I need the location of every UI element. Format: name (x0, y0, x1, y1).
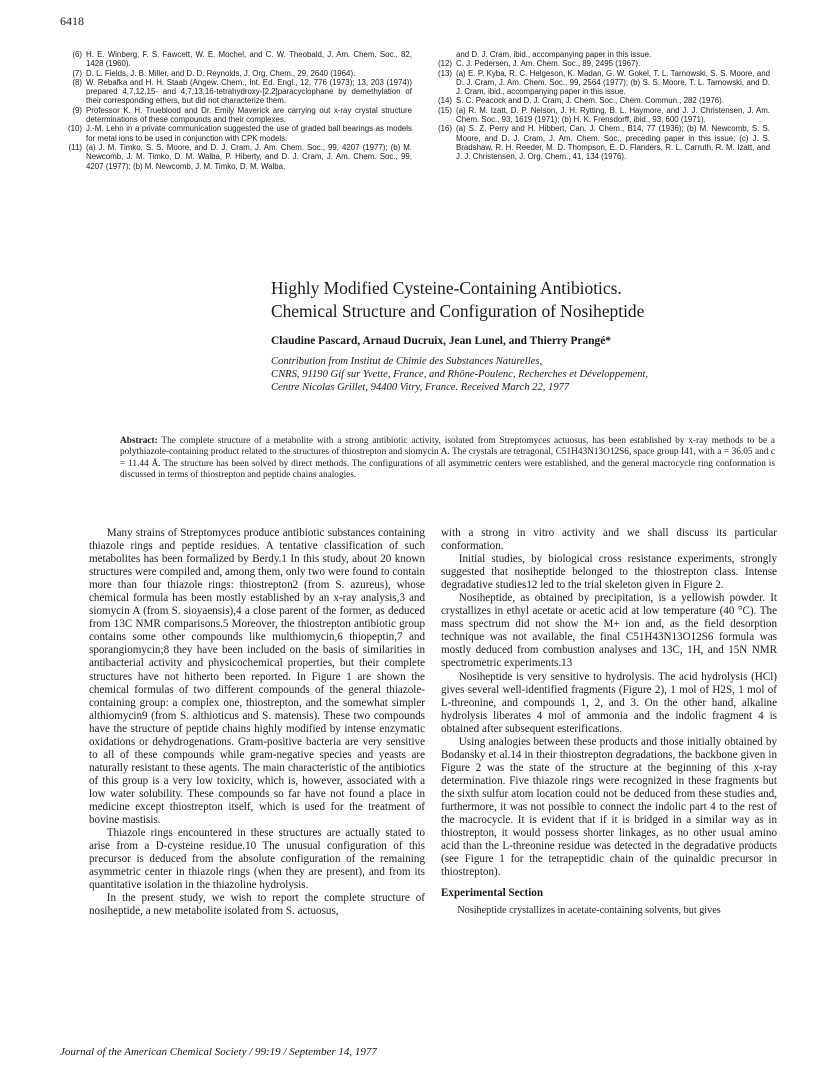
reference-number: (10) (67, 124, 82, 134)
title-line: Chemical Structure and Configuration of Nosiheptide (271, 301, 645, 321)
body-paragraph: In the present study, we wish to report the complete structure of nosiheptide, a new metabolite isolated from S. actuosus, (89, 892, 425, 918)
reference-item (430, 96, 770, 105)
reference-text: D. L. Fields, J. B. Miller, and D. D. Reynolds, J. Org. Chem., 29, 2640 (1964). (86, 68, 356, 78)
body-column-left (89, 527, 425, 918)
reference-number: (7) (72, 68, 82, 78)
reference-item (430, 106, 770, 125)
body-paragraph: Nosiheptide is very sensitive to hydrolysis. The acid hydrolysis (HCl) gives several well-identified fragments (Figure 2), 1 mol of H2S, 1 mol of L-threonine, and compounds 1, 2, and 3. On the other hand, alkaline hydrolysis liberates 4 mol of ammonia and the indolic fragment 4 is obtained after subsequent esterifications. (441, 670, 777, 735)
reference-item (430, 59, 770, 68)
reference-text: Professor K. H. Trueblood and Dr. Emily Maverick are carrying out x-ray crystal structure determinations of these compounds and their complexes. (86, 105, 412, 125)
article-title (271, 277, 791, 323)
abstract (120, 436, 775, 482)
body-paragraph: Initial studies, by biological cross resistance experiments, strongly suggested that nosiheptide belonged to the thiostrepton class. Intense degradative studies12 led to the trial skeleton given in Figure 2. (441, 553, 777, 592)
body-paragraph: Nosiheptide crystallizes in acetate-containing solvents, but gives (457, 905, 721, 917)
title-line: Highly Modified Cysteine-Containing Antibiotics. (271, 278, 622, 298)
affiliation (271, 355, 791, 395)
reference-number (430, 50, 456, 59)
reference-text: H. E. Winberg, F. S. Fawcett, W. E. Mochel, and C. W. Theobald, J. Am. Chem. Soc., 82, 1428 (1960). (86, 50, 412, 69)
reference-item (430, 124, 770, 161)
reference-text: (a) E. P. Kyba, R. C. Helgeson, K. Madan, G. W. Gokel, T. L. Tarnowski, S. S. Moore, and D. J. Cram, J. Am. Chem. Soc., 99, 2564 (1977); (b) S. S. Moore, T. L. Tarnowski, and D. J. Cram, ibid., accompanying paper in this issue. (456, 68, 770, 97)
reference-item (60, 106, 412, 125)
reference-text: (a) J. M. Timko, S. S. Moore, and D. J. Cram, J. Am. Chem. Soc., 99, 4207 (1977); (b) M. Newcomb, J. M. Timko, D. M. Walba, P. Hiberty, and D. J. Cram, J. Am. Chem. Soc., 99, 4207 (1977); (b) M. Newcomb, J. M. Timko, D. M. Walba, (86, 142, 412, 171)
authors: Claudine Pascard, Arnaud Ducruix, Jean Lunel, and Thierry Prangé* (271, 335, 611, 347)
reference-number: (12) (437, 59, 452, 69)
reference-text: (a) R. M. Izatt, D. P. Nelson, J. H. Rytting, B. L. Haymore, and J. J. Christensen, J. Am. Chem. Soc., 93, 1619 (1971); (b) H. K. Frensdorff, ibid., 93, 600 (1971). (456, 105, 770, 125)
affiliation-line: CNRS, 91190 Gif sur Yvette, France, and Rhône-Poulenc, Recherches et Développement, (271, 369, 649, 381)
reference-number: (15) (437, 105, 452, 115)
reference-number: (8) (72, 77, 82, 87)
reference-item (60, 69, 412, 78)
reference-number: (13) (437, 68, 452, 78)
references-right (430, 50, 770, 162)
reference-text: and D. J. Cram, ibid., accompanying paper in this issue. (456, 50, 652, 59)
section-heading: Experimental Section (441, 887, 543, 900)
affiliation-line: Contribution from Institut de Chimie des Substances Naturelles, (271, 356, 543, 367)
reference-number: (11) (68, 142, 82, 152)
reference-item (430, 50, 770, 59)
reference-text: W. Rebafka and H. H. Staab (Angew. Chem., Int. Ed. Engl., 12, 776 (1973); 13, 203 (1974)) prepared 4,7,12,15- and 4,7,13,16-tetrahydroxy-[2.2]paracyclophane by demethylation of their corresponding ethers, but did not characterize them. (86, 77, 412, 106)
body-paragraph: Using analogies between these products and those initially obtained by Bodansky et al.14 in their thiostrepton degradations, the backbone given in Figure 2 was the state of the structure at the beginning of this x-ray determination. Five thiazole rings were recognized in these fragments but the sixth sulfur atom location could not be deduced from these studies and, furthermore, it was not possible to connect the indolic part 4 to the rest of the macrocycle. It is evident that if it is bridged in a similar way as in thiostrepton, it would possess shorter linkages, as no other usual amino acid than the L-threonine residue was detected in the degradative products (see Figure 1 for the tetrapeptidic chain of the quinaldic precursor in thiostrepton). (441, 735, 777, 879)
reference-number: (6) (72, 50, 82, 59)
reference-text: J.-M. Lehn in a private communication suggested the use of graded ball bearings as models for metal ions to be used in conjunction with CPK models. (86, 124, 412, 143)
reference-number: (16) (437, 124, 452, 134)
journal-footer: Journal of the American Chemical Society / 99:19 / September 14, 1977 (60, 1046, 377, 1058)
page-number: 6418 (60, 14, 84, 28)
abstract-text: The complete structure of a metabolite with a strong antibiotic activity, isolated from Streptomyces actuosus, has been established by x-ray methods to be a polythiazole-containing product related to the structures of thiostrepton and siomycin A. The crystals are tetragonal, C51H43N13O12S6, space group I41, with a = 36.05 and c = 11.44 Å. The structure has been solved by direct methods. The configurations of all asymmetric centers were established, and the general macrocycle ring conformation is discussed in terms of thiostrepton and peptide chains analogies. (120, 436, 776, 481)
reference-text: C. J. Pedersen, J. Am. Chem. Soc., 89, 2495 (1967). (456, 59, 641, 69)
abstract-label: Abstract: (120, 436, 158, 446)
body-paragraph: Thiazole rings encountered in these structures are actually stated to arise from a D-cysteine residue.10 The unusual configuration of this precursor is deduced from the absolute configuration of the remaining asymmetric center in thiazole rings (when they are present), and from its quantitative isolation in the thiazoline hydrolysis. (89, 827, 425, 892)
affiliation-line: Centre Nicolas Grillet, 94400 Vitry, France. Received March 22, 1977 (271, 382, 570, 394)
reference-item (430, 69, 770, 97)
reference-number: (14) (437, 96, 452, 106)
reference-text: (a) S. Z. Perry and H. Hibbert, Can. J. Chem., B14, 77 (1936); (b) M. Newcomb, S. S. Moore, and D. J. Cram, J. Am. Chem. Soc., preceding paper in this issue; (c) J. S. Bradshaw, R. H. Reeder, M. D. Thompson, E. D. Flanders, R. L. Carruth, R. M. Izatt, and J. J. Christensen, J. Org. Chem., 41, 134 (1976). (456, 124, 770, 162)
reference-item (60, 124, 412, 143)
reference-item (60, 50, 412, 69)
body-paragraph: Many strains of Streptomyces produce antibiotic substances containing thiazole rings and peptide residues. A tentative classification of such metabolites has been formalized by Berdy.1 In this study, about 20 known structures were compiled and, among them, only two were found to contain more than four thiazole rings: thiostrepton2 (from S. azureus), whose chemical formula has been mostly established by an x-ray analysis,3 and siomycin A (from S. sioyaensis),4 a close parent of the former, as deduced from 13C NMR comparisons.5 Moreover, the thiostrepton antibiotic group contains some other compounds like multhiomycin,6 thiopeptin,7 and sporangiomycin;8 they have been included on the basis of similarities in antibacterial activity and physicochemical properties, but their complete structures have not hitherto been reported. In Figure 1 are shown the chemical formulas of two different compounds of the general thiazole-containing group: a complex one, thiostrepton, and the somewhat simpler althiomycin9 (from S. althioticus and S. matensis). These two compounds have the structure of peptide chains highly modified by intense enzymatic oxidations or dehydrogenations. Gram-positive bacteria are very sensitive to all of these compounds while gram-negative species and yeasts are naturally resistant to these agents. The main characteristic of the antibiotics of this group is a very low toxicity, which is, however, associated with a low water solubility. These compounds so far have not found a place in medicine except thiostrepton itself, which is used for the treatment of bovine mastisis. (89, 527, 425, 827)
reference-number: (9) (72, 105, 82, 115)
reference-text: S. C. Peacock and D. J. Cram, J. Chem. Soc., Chem. Commun., 282 (1976). (456, 96, 724, 106)
body-paragraph: Nosiheptide, as obtained by precipitation, is a yellowish powder. It crystallizes in ethyl acetate or acetic acid at low temperature (40 °C). The mass spectrum did not show the M+ ion and, as the field desorption technique was not available, the final C51H43N13O12S6 formula was mostly deduced from combustion analyses and 13C, 1H, and 15N NMR spectrometric experiments.13 (441, 592, 777, 670)
reference-item (60, 143, 412, 171)
reference-item (60, 78, 412, 106)
references-left (60, 50, 412, 171)
body-column-right (441, 527, 777, 917)
body-paragraph: with a strong in vitro activity and we shall discuss its particular conformation. (441, 527, 777, 553)
